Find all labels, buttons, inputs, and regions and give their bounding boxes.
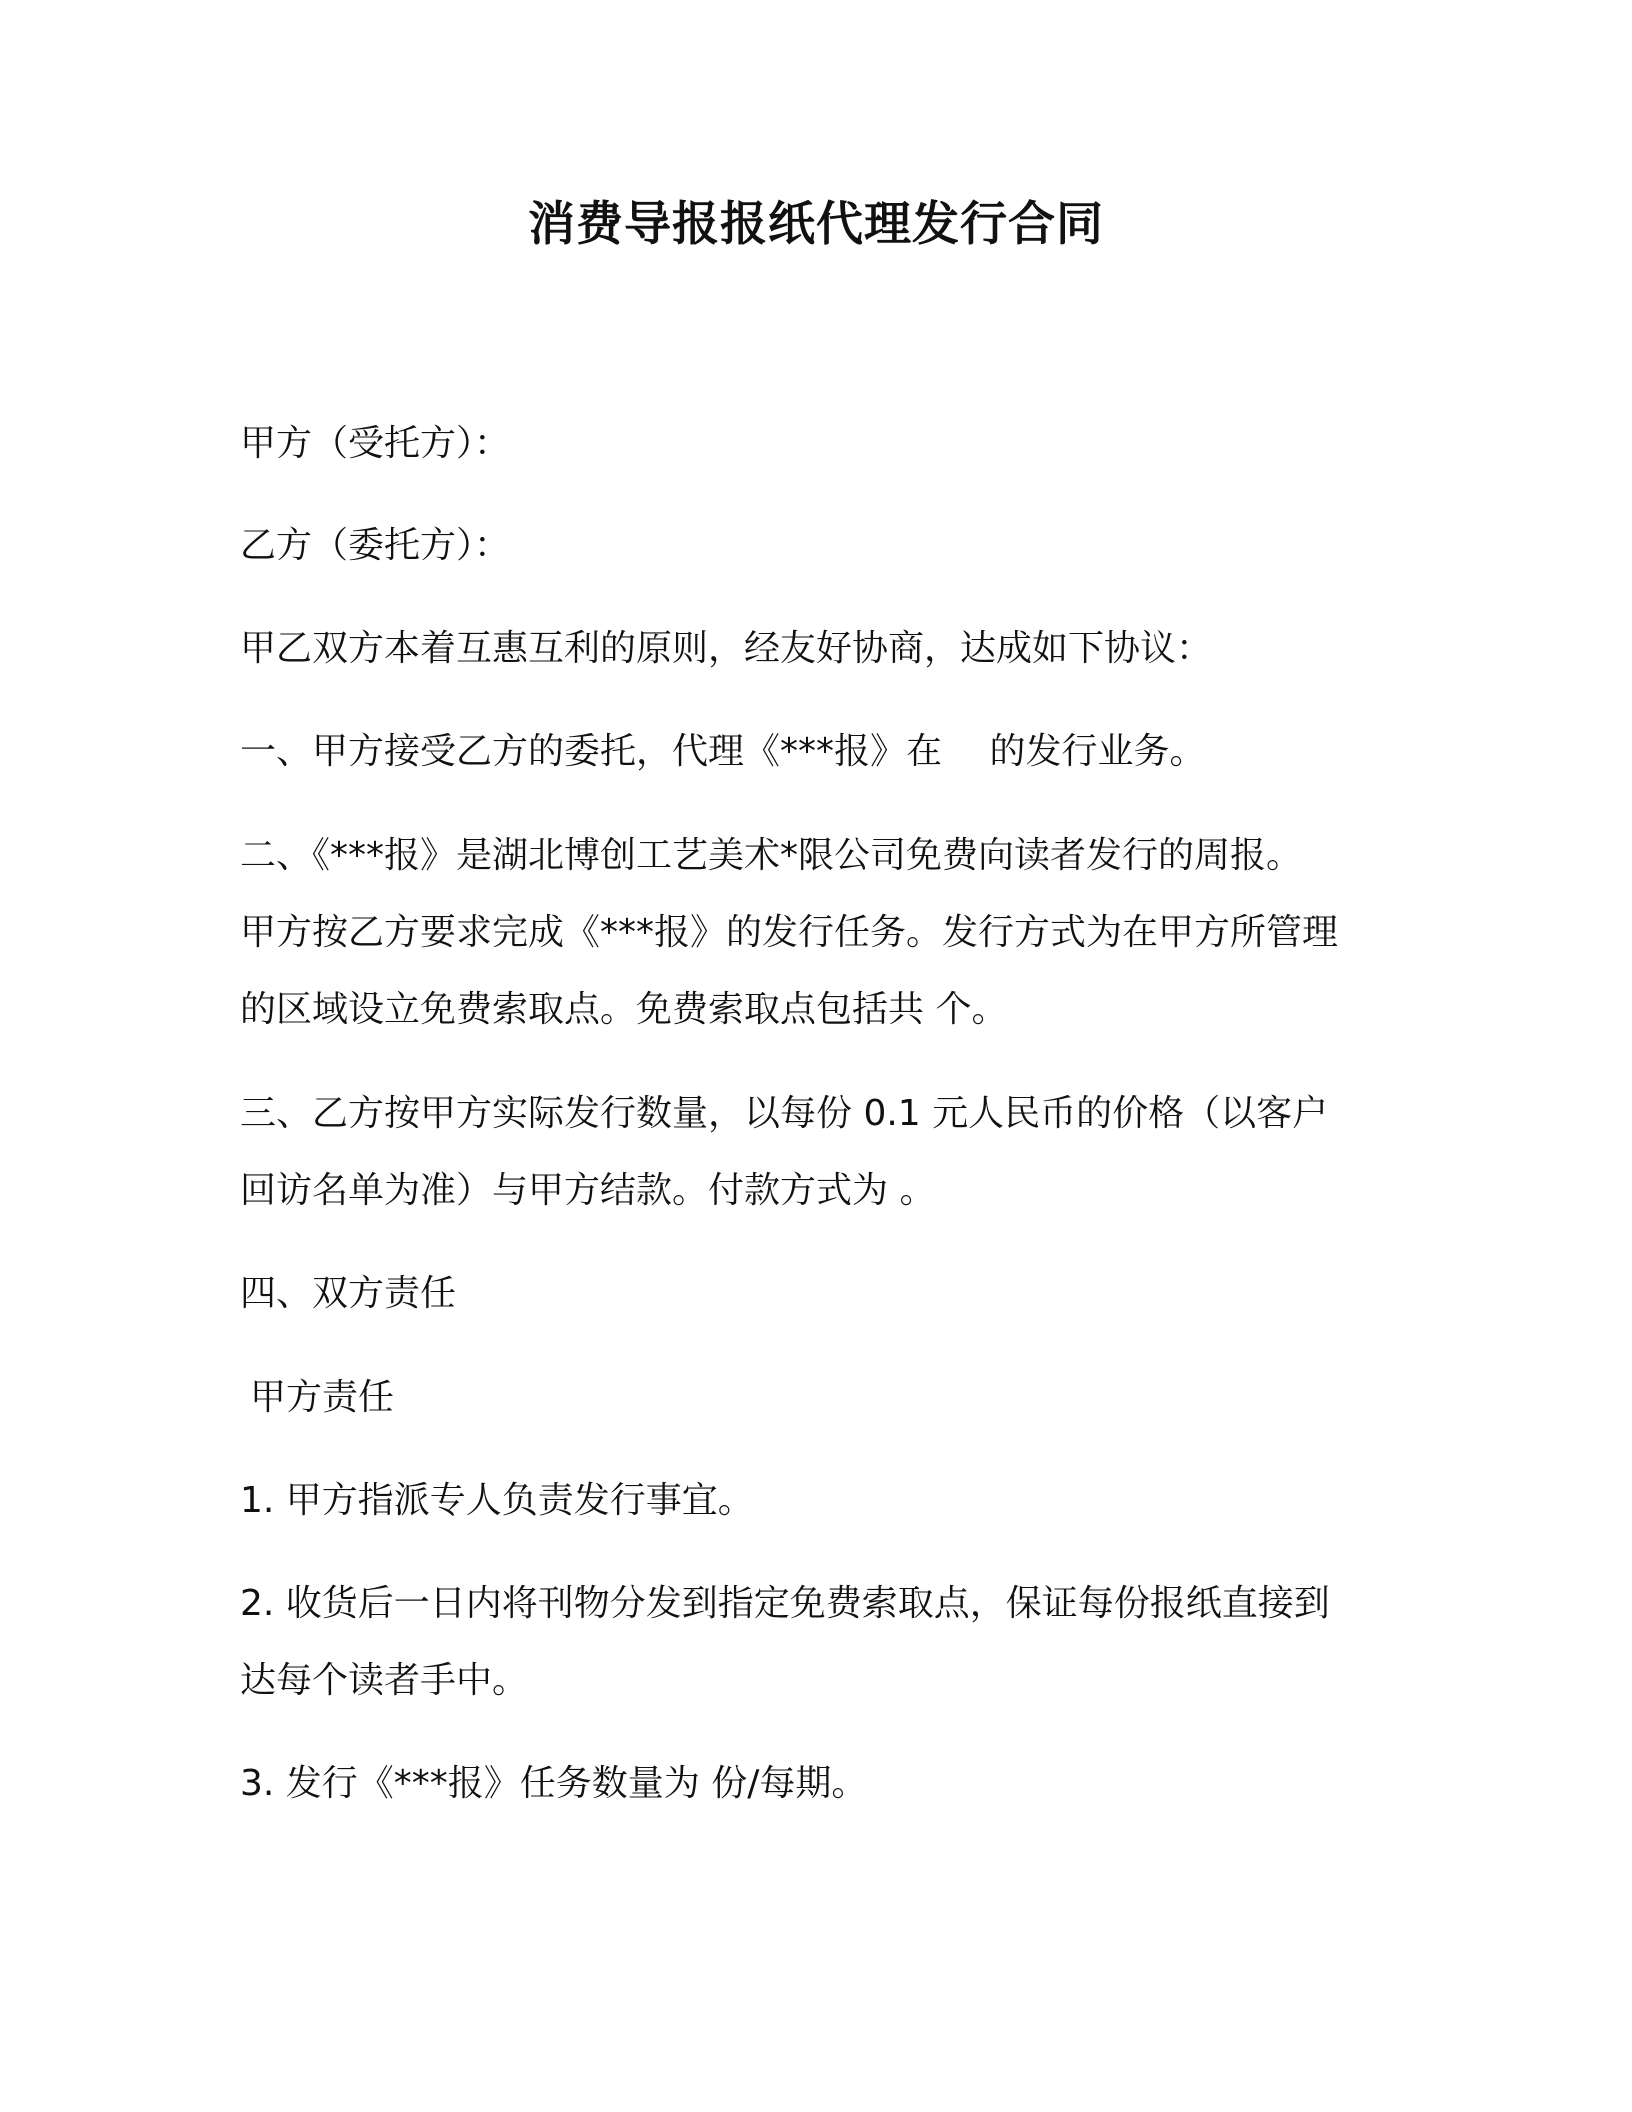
party-a-line: 甲方（受托方）： [240,423,511,464]
agreement-intro: 甲乙双方本着互惠互利的原则，经友好协商，达成如下协议： [240,628,1213,669]
duty-1: 1. 甲方指派专人负责发行事宜。 [240,1480,754,1521]
clause-3-line-2: 回访名单为准）与甲方结款。付款方式为 。 [240,1170,936,1211]
clause-2-line-2: 甲方按乙方要求完成《***报》的发行任务。发行方式为在甲方所管理 [240,912,1339,953]
duty-2-line-1: 2. 收货后一日内将刊物分发到指定免费索取点，保证每份报纸直接到 [240,1583,1330,1624]
duty-3: 3. 发行《***报》任务数量为 份/每期。 [240,1763,868,1804]
party-a-duties-heading: 甲方责任 [250,1377,395,1418]
party-b-line: 乙方（委托方）： [240,525,511,566]
duty-2-line-2: 达每个读者手中。 [240,1660,529,1701]
clause-1: 一、甲方接受乙方的委托，代理《***报》在 的发行业务。 [240,731,1206,772]
clause-3-line-1: 三、乙方按甲方实际发行数量，以每份 0.1 元人民币的价格（以客户 [240,1093,1329,1134]
clause-2-line-1: 二、《***报》是湖北博创工艺美术*限公司免费向读者发行的周报。 [240,835,1303,876]
document-title: 消费导报报纸代理发行合同 [528,197,1104,252]
clause-4-heading: 四、双方责任 [240,1273,457,1314]
clause-2-line-3: 的区域设立免费索取点。免费索取点包括共 个。 [240,989,1008,1030]
